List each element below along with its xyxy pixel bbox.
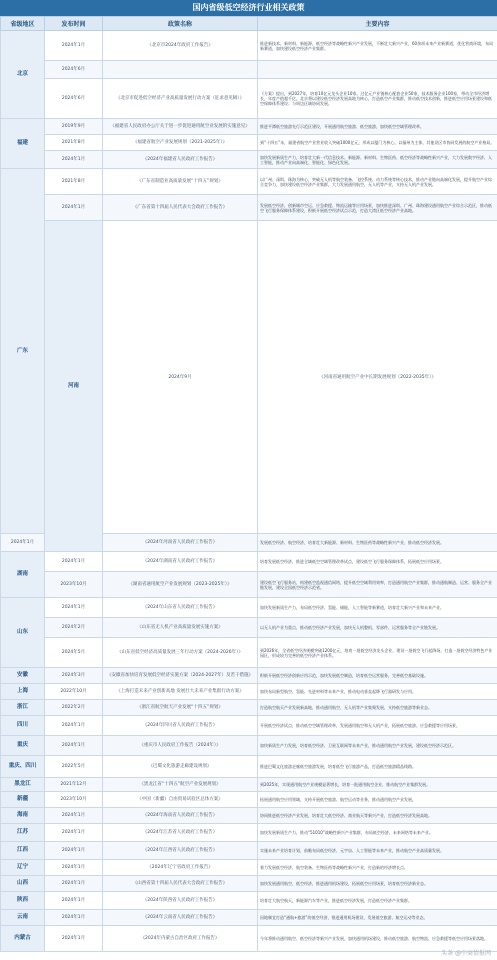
table-row [1, 552, 497, 572]
content-cell: 积极开展低空经济创新应用示范，加快发展低空制造，培育低空运营服务，完善低空基础设施。 [258, 668, 497, 684]
date-cell: 2022年10月 [45, 684, 103, 700]
region-cell: 上海 [1, 684, 45, 700]
policy-name-cell: 《2024年云南省人民政府工作报告》 [103, 910, 258, 926]
date-cell: 2021年8月 [45, 169, 103, 195]
policy-name-cell: 《福建省航空产业发展规划（2021-2025年）》 [103, 135, 258, 151]
policy-name-cell: 《2024年福建省人民政府工作报告》 [103, 151, 258, 169]
table-row [1, 618, 497, 638]
policy-name-cell: 《巴蜀文化旅游走廊建设规划》 [103, 756, 258, 778]
date-cell: 2024年1月 [45, 808, 103, 824]
region-cell: 浙江 [1, 700, 45, 716]
table-row [1, 808, 497, 824]
content-cell: 到“十四五”末，福建省航空产业营业收入突破1000亿元，形成以厦门为核心，以福州为主体，其他设区市协同发展的航空产业格局。 [258, 135, 497, 151]
date-cell: 2022年2月 [45, 700, 103, 716]
date-cell: 2024年5月 [45, 638, 103, 668]
date-cell: 2023年10月 [45, 792, 103, 808]
policy-name-cell: 《2024年四川省人民政府工作报告》 [103, 716, 258, 736]
table-row [1, 119, 497, 135]
column-header-region: 省级地区 [1, 17, 45, 31]
content-cell: 以广州、深圳、珠海为核心，突破无人机等航空装备、飞控系统、动力系统等核心技术，推动产业链向高端化发展，提升航空产业综合竞争力，加快建设低空经济产业集群，大力发展通用航空、无人机等产业，支持无人机产业发展。 [258, 169, 497, 195]
table-row [1, 79, 497, 119]
policy-name-cell: 《北京市2024年政府工作报告》 [103, 31, 258, 61]
table-row [1, 151, 497, 169]
region-cell: 湖南 [1, 552, 45, 598]
table-row [1, 572, 497, 598]
content-cell: 到2026年，全省低空经济规模突破1200亿元，培育一批低空经济龙头企业，建设一批低空飞行起降场，打造一批低空经济特色产业园区，形成较为完善的低空经济产业体系。 [258, 638, 497, 668]
date-cell: 2024年6月 [45, 61, 103, 79]
region-cell: 山东 [1, 598, 45, 668]
column-header-content: 主要内容 [258, 17, 497, 31]
date-cell: 2021年8月 [45, 135, 103, 151]
content-cell: 加快布局新型航空、氢能、先进材料等未来产业，推动电动垂直起降飞行器研发与应用。 [258, 684, 497, 700]
date-cell: 2019年9月 [45, 119, 103, 135]
region-cell: 陕西 [1, 892, 45, 910]
content-cell: 推进平潭低空旅游先行示范区建设，开展通用航空旅游、低空旅游，加快低空空域管理改革。 [258, 119, 497, 135]
table-row [1, 598, 497, 618]
table-row [1, 716, 497, 736]
date-cell: 2024年1月 [45, 195, 103, 221]
table-row [1, 736, 497, 756]
date-cell: 2024年1月 [45, 736, 103, 756]
policy-name-cell: 《2024年湖南省人民政府工作报告》 [103, 552, 258, 572]
table-row [1, 221, 497, 534]
region-cell: 江西 [1, 842, 45, 860]
policy-name-cell: 《重庆市人民政府工作报告（2024年）》 [103, 736, 258, 756]
page-title: 国内省级低空经济行业相关政策 [0, 0, 497, 16]
date-cell: 2024年1月 [45, 860, 103, 876]
region-cell: 福建 [1, 119, 45, 169]
region-cell: 辽宁 [1, 860, 45, 876]
policy-name-cell: 《2024年海南省人民政府工作报告》 [103, 808, 258, 824]
table-row [1, 926, 497, 952]
policy-name-cell: 《北京市促进低空经济产业高质量发展行动方案（征求意见稿）》 [103, 79, 258, 119]
region-cell: 北京 [1, 31, 45, 119]
table-row [1, 61, 497, 79]
content-cell: 着力发展低空经济、航空装备、生物医药等战略性新兴产业，打造新的经济增长点。 [258, 860, 497, 876]
region-cell: 河南 [45, 221, 103, 552]
date-cell: 2024年1月 [45, 31, 103, 61]
date-cell: 2024年1月 [45, 552, 103, 572]
region-cell: 黑龙江 [1, 778, 45, 792]
content-cell: 今年将推动通用航空、低空经济等新兴产业发展，加快通用机场建设，推动低空旅游、航空物流、应急救援等低空应用场景落地。 [258, 926, 497, 952]
content-cell: 以无人机产业为重点，推动低空经济产业发展，加快无人机整机、零部件、运营服务等全产业链发展。 [258, 618, 497, 638]
table-row [1, 638, 497, 668]
table-row [1, 778, 497, 792]
table-row [1, 169, 497, 195]
table-row [1, 668, 497, 684]
date-cell: 2024年1月 [45, 926, 103, 952]
policy-name-cell: 《2024年江西省人民政府工作报告》 [103, 842, 258, 860]
policy-name-cell: 《山东省低空经济高质量发展三年行动方案（2024-2026年）》 [103, 638, 258, 668]
content-cell: 打造航空航天产业发展新高地，推动通用航空、无人机等产业集聚发展，支持低空旅游等新业态。 [258, 700, 497, 716]
date-cell: 2024年1月 [45, 716, 103, 736]
policy-name-cell: 《山东省无人机产业高质量发展实施方案》 [103, 618, 258, 638]
content-cell: 开展低空经济试点，推动低空空域管理改革，发展通用航空和无人机产业，拓展低空旅游、应急救援等应用场景。 [258, 716, 497, 736]
region-cell: 海南 [1, 808, 45, 824]
region-cell: 重庆 [1, 736, 45, 756]
table-row [1, 135, 497, 151]
policy-name-cell: 《广东省制造业高质量发展“十四五”规划》 [103, 169, 258, 195]
region-cell: 广东 [1, 169, 45, 534]
table-body [1, 31, 497, 952]
content-cell: 实施未来产业培育计划，前瞻布局低空经济、元宇宙、人工智能等未来产业，推动航空产业高质量发展。 [258, 842, 497, 860]
content-cell: 到2025年，实现通用航空产业规模显著增长，培育一批通用航空企业，推动航空产业集群发展。 [258, 778, 497, 792]
table-row [1, 792, 497, 808]
watermark: 头条 @中商情报网 [441, 950, 491, 957]
policy-name-cell: 《浙江省航空航天产业发展“十四五”规划》 [103, 700, 258, 716]
content-cell: 发展低空经济、航空经济，培育壮大新能源、新材料、生物医药等战略性新兴产业，推动低空经济发展。 [258, 534, 497, 552]
content-cell: 加快发展新质生产力，布局低空经济、氢能、储能、人工智能等新赛道，培育壮大新兴产业和未来产业。 [258, 598, 497, 618]
region-cell: 云南 [1, 910, 45, 926]
table-row [1, 910, 497, 926]
table-header [1, 17, 497, 31]
date-cell: 2024年6月 [45, 79, 103, 119]
table-row [1, 700, 497, 716]
policy-table [0, 16, 497, 952]
content-cell: 加快发展通用航空、低空经济，推进通用机场建设，拓展低空应用场景，培育低空经济新业态。 [258, 876, 497, 892]
policy-name-cell [103, 61, 258, 79]
table-row [1, 824, 497, 842]
content-cell: 培育壮大航空航天、新能源汽车等产业，推进低空经济发展，打造低空经济产业集群。 [258, 892, 497, 910]
content-cell: 因地制宜打造“通航+旅游”的低空经济，推进通用机场建设，发展低空旅游、航空运动等业态。 [258, 910, 497, 926]
region-cell: 新疆 [1, 792, 45, 808]
policy-name-cell: 《2024年江苏省人民政府工作报告》 [103, 824, 258, 842]
policy-name-cell: 《中国（新疆）自由贸易试验区总体方案》 [103, 792, 258, 808]
content-cell: 《方案》提出，到2027年，培育10亿元龙头企业10家，过亿元产业链核心配套企业50家，技术服务企业100家，带动全市经济增长，年度产值超千亿。北京将以建设低空经济发展高地为核心，打造低空产业集群，推动低空技术创新，推进低空应用场景建设和低空保障体系建设；与周边区域协同发展。 [258, 79, 497, 119]
content-cell: 建设低空飞行服务站，构建低空监视通信网络，提升低空空域利用效率，打造通用航空产业集群，推动通航制造、运营、服务全产业链发展，建设全国低空经济示范省。 [258, 572, 497, 598]
content-cell: 协同推进低空经济产业发展，培育壮大低空经济、商业航天等新兴产业，打造低空经济发展高地。 [258, 808, 497, 824]
content-cell: 推进新技术、新材料、新能源、低空经济等战略性新兴产业发展，不断壮大新兴产业，60余项未来产业新赛道，优化营商环境，布局新赛道，加快建设低空经济产业集群。 [258, 31, 497, 61]
date-cell: 2024年1月 [45, 824, 103, 842]
policy-name-cell: 《2024年山东省人民政府工作报告》 [103, 598, 258, 618]
table-row [1, 892, 497, 910]
policy-name-cell: 《广东省第十四届人民代表大会政府工作报告》 [103, 195, 258, 221]
table-row [1, 195, 497, 221]
content-cell: 加快新质生产力发展，培育低空经济、卫星互联网等未来产业，推动通用航空产业发展，建设低空经济示范区。 [258, 736, 497, 756]
date-cell: 2024年1月 [45, 842, 103, 860]
region-cell: 内蒙古 [1, 926, 45, 952]
content-cell [258, 61, 497, 79]
content-cell: 加快发展新质生产力，推动“51010”战略性新兴产业集群，布局低空经济、未来网络等未来产业。 [258, 824, 497, 842]
content-cell: 加快发展新质生产力，培育壮大新一代信息技术、新能源、新材料、生物医药、低空经济等战略性新兴产业，大力发展数字经济、人工智能，推动产业向高端化、智能化、绿色化发展。 [258, 151, 497, 169]
policy-name-cell: 《2024年内蒙古自治区政府工作报告》 [103, 926, 258, 952]
policy-name-cell: 《上海打造未来产业创新高地 发展壮大未来产业集群行动方案》 [103, 684, 258, 700]
table-row [1, 842, 497, 860]
date-cell: 2024年2月 [45, 618, 103, 638]
policy-name-cell: 《2024年陕西省人民政府工作报告》 [103, 892, 258, 910]
policy-name-cell: 《湖南省通用航空产业发展规划（2023-2025年）》 [103, 572, 258, 598]
policy-name-cell: 《黑龙江省“十四五”航空产业发展规划》 [103, 778, 258, 792]
date-cell: 2022年5月 [45, 756, 103, 778]
policy-name-cell: 《福建省人民政府办公厅关于进一步促进通用航空业发展的实施意见》 [103, 119, 258, 135]
date-cell: 2024年3月 [45, 668, 103, 684]
date-cell: 2024年1月 [45, 151, 103, 169]
region-cell: 重庆、四川 [1, 756, 45, 778]
region-cell: 四川 [1, 716, 45, 736]
policy-name-cell: 《河南省通用航空产业中长期发展规划（2022-2035年）》 [258, 221, 497, 534]
table-row [1, 31, 497, 61]
date-cell: 2024年1月 [45, 892, 103, 910]
region-cell: 江苏 [1, 824, 45, 842]
content-cell: 发展低空经济，创新城市空运、应急救援、物流运输等应用场景，加快推进深圳、广州、珠海建设通用航空产业综合示范区，推动低空飞行服务保障体系建设，积极开展低空经济试点示范，打造大湾区低空经济产业高地。 [258, 195, 497, 221]
table-row [1, 876, 497, 892]
policy-name-cell: 《山西省第十四届人民代表大会政府工作报告》 [103, 876, 258, 892]
date-cell: 2021年12月 [45, 778, 103, 792]
date-cell: 2024年1月 [1, 534, 45, 552]
column-header-policy: 政策名称 [103, 17, 258, 31]
column-header-date: 发布时间 [45, 17, 103, 31]
date-cell: 2024年1月 [45, 910, 103, 926]
date-cell: 2024年9月 [103, 221, 258, 534]
policy-name-cell: 《安徽省加快培育发展低空经济实施方案（2024-2027年）及若干措施》 [103, 668, 258, 684]
policy-name-cell: 《2024年辽宁省政府工作报告》 [103, 860, 258, 876]
content-cell: 拓展通用航空应用领域，支持开展低空旅游、航空运动等业务，推动通用航空产业发展。 [258, 792, 497, 808]
date-cell: 2024年1月 [45, 876, 103, 892]
region-cell: 山西 [1, 876, 45, 892]
date-cell: 2024年1月 [45, 598, 103, 618]
policy-name-cell: 《2024年河南省人民政府工作报告》 [103, 534, 258, 552]
content-cell: 培育发展低空经济，推进全域低空空域管理改革试点，建设低空飞行服务保障体系，拓展低空应用场景。 [258, 552, 497, 572]
table-row [1, 860, 497, 876]
table-row [1, 684, 497, 700]
region-cell: 安徽 [1, 668, 45, 684]
table-row [1, 756, 497, 778]
date-cell: 2023年10月 [45, 572, 103, 598]
content-cell: 推进巴蜀文化旅游走廊低空旅游发展，培育低空飞行旅游产品，打造低空旅游精品线路。 [258, 756, 497, 778]
